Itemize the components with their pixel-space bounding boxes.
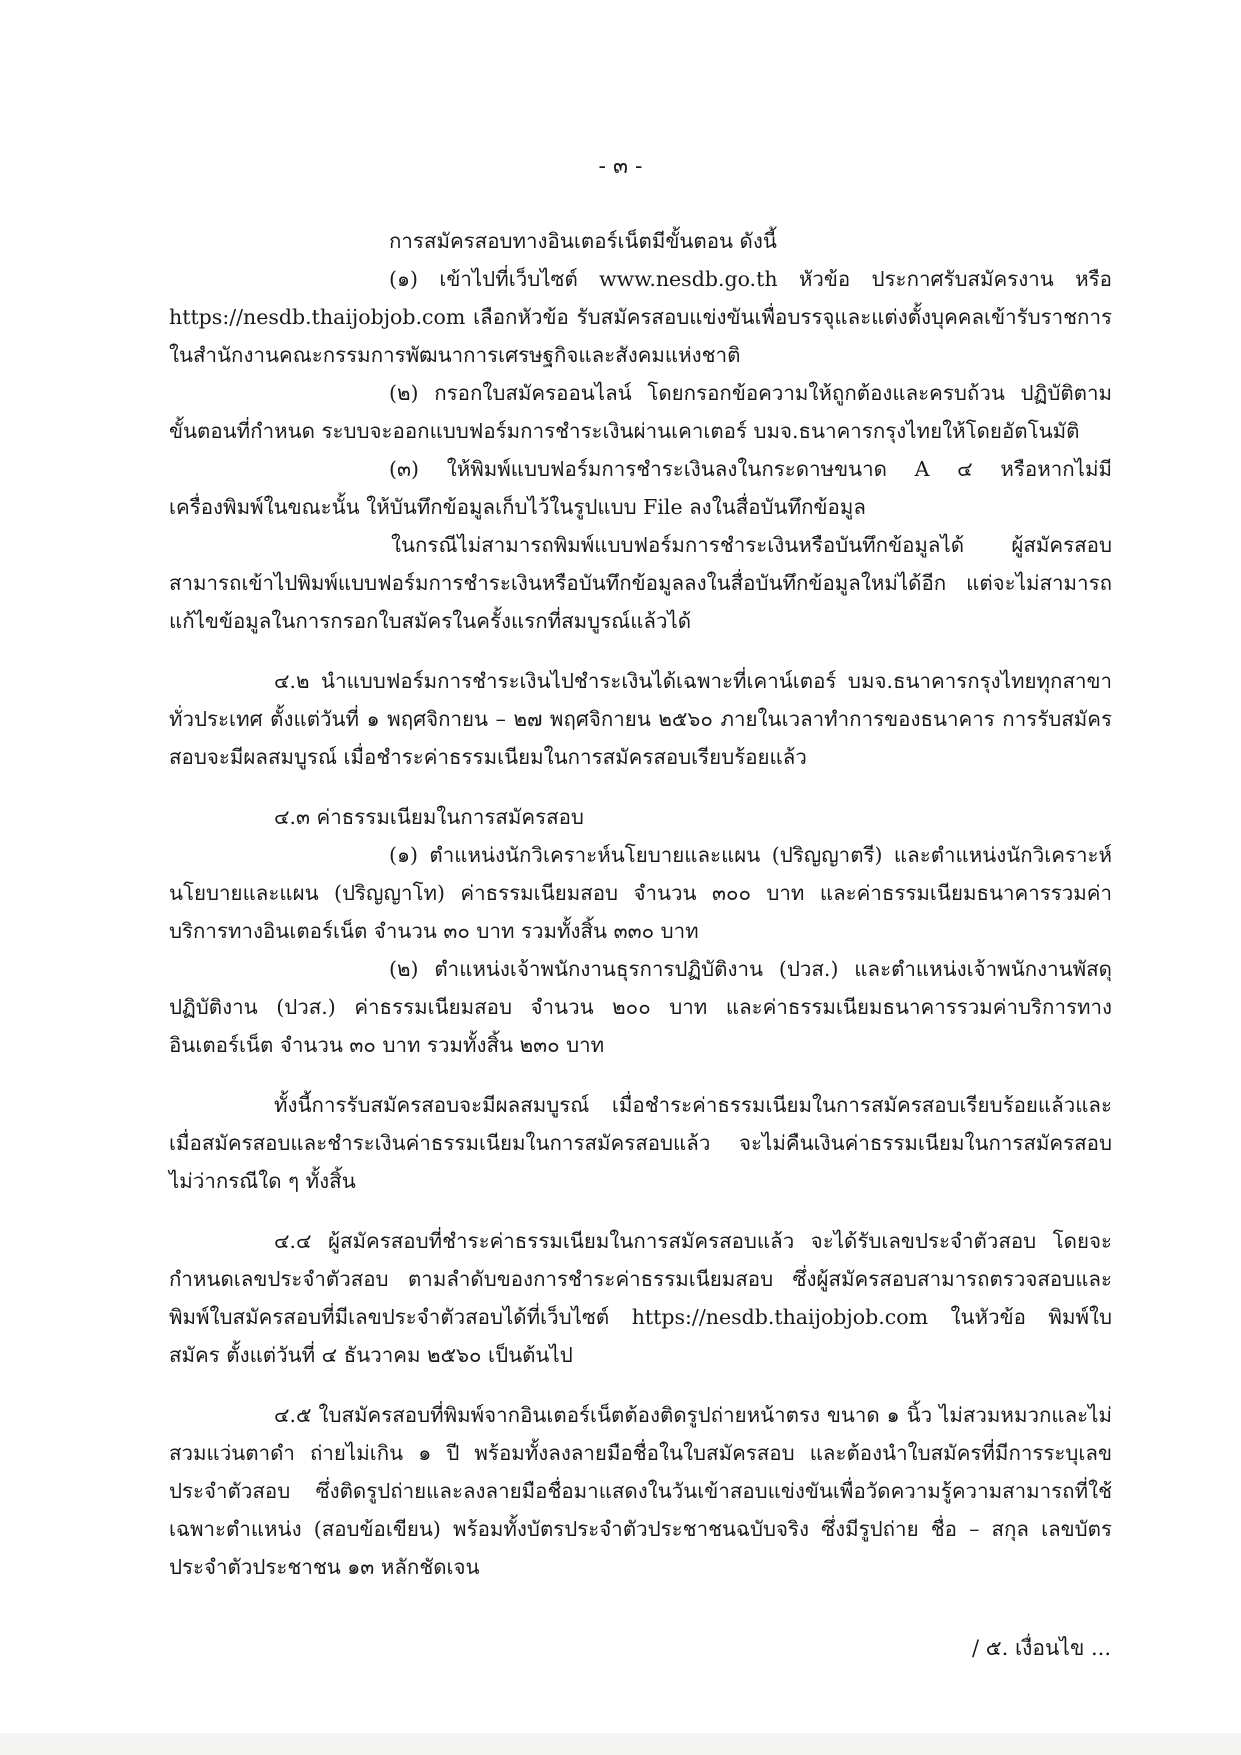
section-4-5-paragraph: ๔.๕ ใบสมัครสอบที่พิมพ์จากอินเตอร์เน็ตต้องติดรูปถ่ายหน้าตรง ขนาด ๑ นิ้ว ไม่สวมหมวกและไม่สวมแว่นตาดำ ถ่ายไม่เกิน ๑ ปี พร้อมทั้งลงลายมือชื่อในใบสมัครสอบ และต้องนำใบสมัครที่มีการระบุเลขประจำตัวสอบ ซึ่งติดรูปถ่ายและลงลายมือชื่อมาแสดงในวันเข้าสอบแข่งขันเพื่อวัดความรู้ความสามารถที่ใช้เฉพาะตำแหน่ง (สอบข้อเขียน) พร้อมทั้งบัตรประจำตัวประชาชนฉบับจริง ซึ่งมีรูปถ่าย ชื่อ – สกุล เลขบัตรประจำตัวประชาชน ๑๓ หลักชัดเจน: [169, 1403, 1112, 1579]
step-1-paragraph: (๑) เข้าไปที่เว็บไซต์ www.nesdb.go.th หัวข้อ ประกาศรับสมัครงาน หรือ https://nesdb.thaijobjob.com เลือกหัวข้อ รับสมัครสอบแข่งขันเพื่อบรรจุและแต่งตั้งบุคคลเข้ารับราชการในสำนักงานคณะกรรมการพัฒนาการเศรษฐกิจและสังคมแห่งชาติ: [169, 267, 1112, 367]
step-3-paragraph: (๓) ให้พิมพ์แบบฟอร์มการชำระเงินลงในกระดาษขนาด A ๔ หรือหากไม่มีเครื่องพิมพ์ในขณะนั้น ให้บันทึกข้อมูลเก็บไว้ในรูปแบบ File ลงในสื่อบันทึกข้อมูล: [169, 457, 1112, 519]
intro-paragraph: การสมัครสอบทางอินเตอร์เน็ตมีขั้นตอน ดังนี้: [389, 229, 777, 253]
step-3-note-paragraph: ในกรณีไม่สามารถพิมพ์แบบฟอร์มการชำระเงินหรือบันทึกข้อมูลได้ ผู้สมัครสอบสามารถเข้าไปพิมพ์แบบฟอร์มการชำระเงินหรือบันทึกข้อมูลลงในสื่อบันทึกข้อมูลใหม่ได้อีก แต่จะไม่สามารถแก้ไขข้อมูลในการกรอกใบสมัครในครั้งแรกที่สมบูรณ์แล้วได้: [169, 533, 1112, 633]
fee-note-paragraph: ทั้งนี้การรับสมัครสอบจะมีผลสมบูรณ์ เมื่อชำระค่าธรรมเนียมในการสมัครสอบเรียบร้อยแล้วและเมื่อสมัครสอบและชำระเงินค่าธรรมเนียมในการสมัครสอบแล้ว จะไม่คืนเงินค่าธรรมเนียมในการสมัครสอบไม่ว่ากรณีใด ๆ ทั้งสิ้น: [169, 1093, 1112, 1193]
continuation-note: / ๕. เงื่อนไข ...: [971, 1636, 1111, 1660]
section-4-2-paragraph: ๔.๒ นำแบบฟอร์มการชำระเงินไปชำระเงินได้เฉพาะที่เคาน์เตอร์ บมจ.ธนาคารกรุงไทยทุกสาขาทั่วประเทศ ตั้งแต่วันที่ ๑ พฤศจิกายน – ๒๗ พฤศจิกายน ๒๕๖๐ ภายในเวลาทำการของธนาคาร การรับสมัครสอบจะมีผลสมบูรณ์ เมื่อชำระค่าธรรมเนียมในการสมัครสอบเรียบร้อยแล้ว: [169, 669, 1112, 769]
scan-edge: [0, 1733, 1241, 1755]
page-number: - ๓ -: [598, 154, 643, 179]
fee-item-2-paragraph: (๒) ตำแหน่งเจ้าพนักงานธุรการปฏิบัติงาน (ปวส.) และตำแหน่งเจ้าพนักงานพัสดุปฏิบัติงาน (ปวส.) ค่าธรรมเนียมสอบ จำนวน ๒๐๐ บาท และค่าธรรมเนียมธนาคารรวมค่าบริการทางอินเตอร์เน็ต จำนวน ๓๐ บาท รวมทั้งสิ้น ๒๓๐ บาท: [169, 957, 1112, 1057]
fee-item-1-paragraph: (๑) ตำแหน่งนักวิเคราะห์นโยบายและแผน (ปริญญาตรี) และตำแหน่งนักวิเคราะห์นโยบายและแผน (ปริญญาโท) ค่าธรรมเนียมสอบ จำนวน ๓๐๐ บาท และค่าธรรมเนียมธนาคารรวมค่าบริการทางอินเตอร์เน็ต จำนวน ๓๐ บาท รวมทั้งสิ้น ๓๓๐ บาท: [169, 843, 1112, 943]
section-4-4-paragraph: ๔.๔ ผู้สมัครสอบที่ชำระค่าธรรมเนียมในการสมัครสอบแล้ว จะได้รับเลขประจำตัวสอบ โดยจะกำหนดเลขประจำตัวสอบ ตามลำดับของการชำระค่าธรรมเนียมสอบ ซึ่งผู้สมัครสอบสามารถตรวจสอบและพิมพ์ใบสมัครสอบที่มีเลขประจำตัวสอบได้ที่เว็บไซต์ https://nesdb.thaijobjob.com ในหัวข้อ พิมพ์ใบสมัคร ตั้งแต่วันที่ ๔ ธันวาคม ๒๕๖๐ เป็นต้นไป: [169, 1229, 1112, 1367]
document-body: [169, 222, 1112, 1586]
section-4-3-heading: ๔.๓ ค่าธรรมเนียมในการสมัครสอบ: [274, 805, 584, 829]
step-2-paragraph: (๒) กรอกใบสมัครออนไลน์ โดยกรอกข้อความให้ถูกต้องและครบถ้วน ปฏิบัติตามขั้นตอนที่กำหนด ระบบจะออกแบบฟอร์มการชำระเงินผ่านเคาเตอร์ บมจ.ธนาคารกรุงไทยให้โดยอัตโนมัติ: [169, 381, 1112, 443]
